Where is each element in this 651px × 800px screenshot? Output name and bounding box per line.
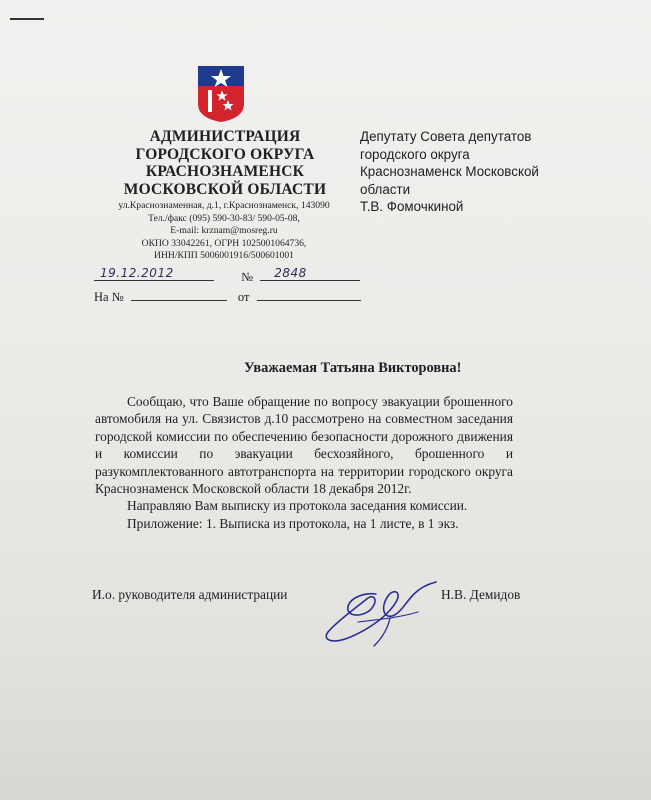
contact-phone: Тел./факс (095) 590-30-83/ 590-05-08, (148, 212, 300, 224)
letter-body (95, 393, 513, 532)
outgoing-reference (94, 268, 360, 285)
addressee-line: Краснознаменск Московской (360, 164, 539, 180)
addressee-block (360, 128, 610, 216)
organization-title (105, 128, 345, 198)
contact-address: ул.Краснознаменная, д.1, г.Краснознаменск, 143090 (118, 200, 330, 211)
addressee-line: Депутату Совета депутатов (360, 129, 532, 144)
addressee-name: Т.В. Фомочкиной (360, 199, 464, 215)
organization-contacts (96, 200, 352, 263)
org-line: ГОРОДСКОГО ОКРУГА (135, 145, 315, 163)
signer-position: И.о. руководителя администрации (92, 587, 288, 602)
org-line: КРАСНОЗНАМЕНСК (145, 163, 305, 180)
handwritten-number: 2848 (274, 266, 307, 280)
contact-inn: ИНН/КПП 5006001916/500601001 (154, 250, 294, 262)
from-date-line (257, 288, 361, 301)
on-number-label: На № (94, 290, 124, 304)
org-line: МОСКОВСКОЙ ОБЛАСТИ (123, 180, 327, 198)
date-line (94, 268, 214, 281)
signer-name: Н.В. Демидов (441, 587, 521, 602)
contact-okpo: ОКПО 33042261, ОГРН 1025001064736, (141, 237, 307, 249)
body-paragraph: Сообщаю, что Ваше обращение по вопросу эвакуации брошенного автомобиля на ул. Связистов д.10 рассмотрено на совместном заседания городской комиссии по обеспечению безопасности дорожного движения и комиссии по эвакуации бесхозяйного, брошенного и разукомплектованного автотранспорта на территории городского округа Краснознаменск Московской области 18 декабря 2012г. (95, 394, 513, 497)
handwritten-signature (318, 572, 448, 656)
on-number-line (131, 288, 227, 301)
addressee-line: области (360, 181, 411, 197)
from-label: от (237, 290, 250, 304)
number-line (260, 268, 360, 281)
org-line: АДМИНИСТРАЦИЯ (149, 128, 301, 145)
number-sign: № (241, 270, 254, 284)
handwritten-date: 19.12.2012 (100, 266, 174, 280)
contact-email: E-mail: krznam@mosreg.ru (170, 225, 278, 237)
corner-mark (10, 18, 44, 20)
attachment-line: Приложение: 1. Выписка из протокола, на 1 листе, в 1 экз. (127, 515, 459, 531)
addressee-line: городского округа (360, 146, 470, 162)
body-paragraph: Направляю Вам выписку из протокола заседания комиссии. (127, 498, 468, 514)
salutation: Уважаемая Татьяна Викторовна! (244, 360, 462, 376)
incoming-reference (94, 288, 361, 305)
city-emblem (196, 64, 246, 124)
